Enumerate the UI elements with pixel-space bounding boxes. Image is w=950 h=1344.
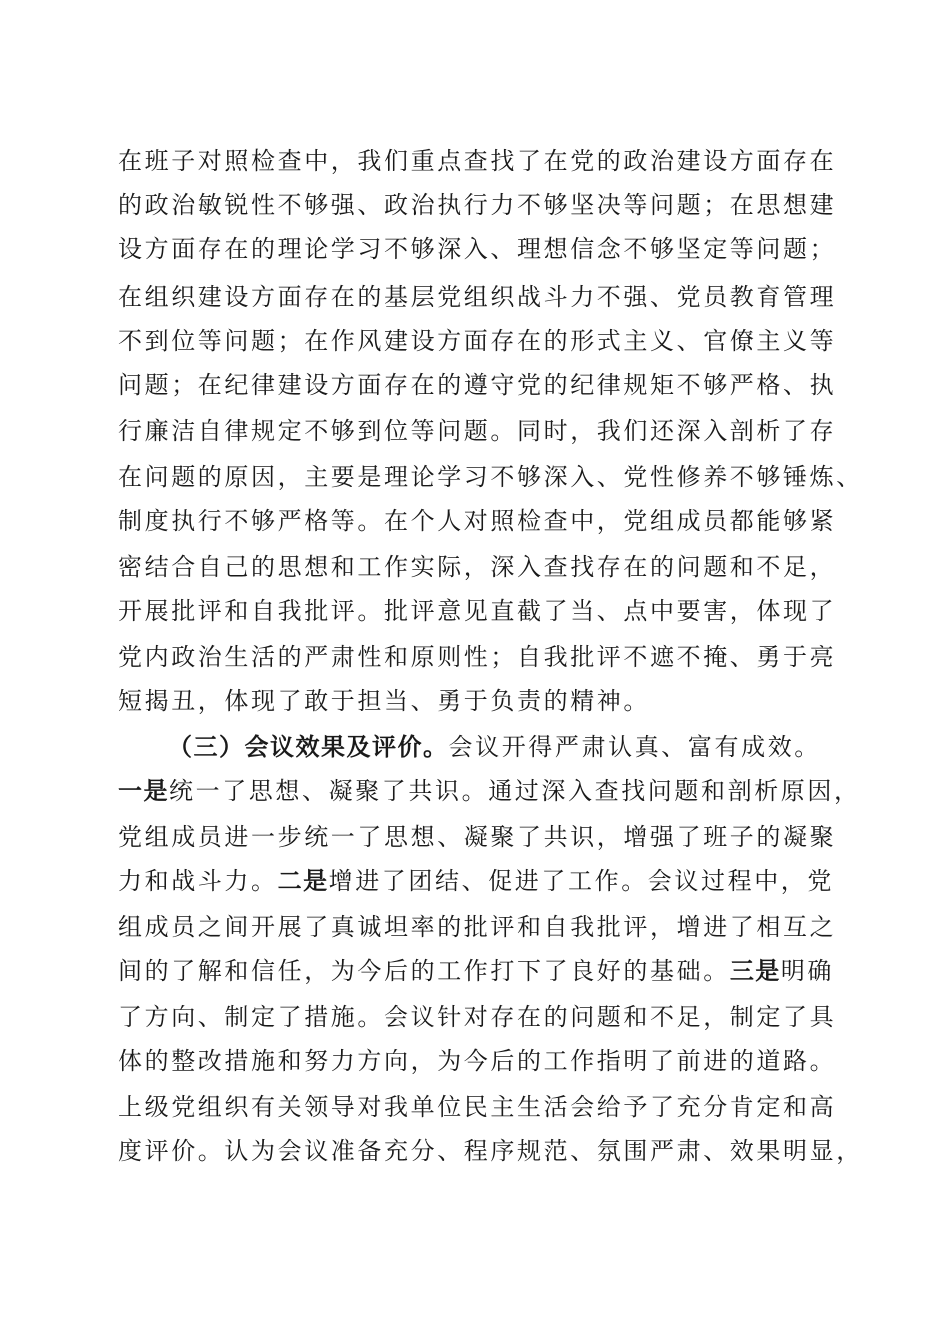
- text-line: 组成员之间开展了真诚坦率的批评和自我批评，增进了相互之: [118, 913, 837, 941]
- section-heading-line: [168, 725, 821, 769]
- text-line: [118, 859, 834, 903]
- text-line: 行廉洁自律规定不够到位等问题。同时，我们还深入剖析了存: [118, 417, 837, 445]
- text-line: 在问题的原因，主要是理论学习不够深入、党性修养不够锤炼、: [118, 463, 863, 491]
- text-run: 明确: [780, 957, 835, 985]
- bold-marker: 一是: [118, 777, 169, 805]
- text-line: 上级党组织有关领导对我单位民主生活会给予了充分肯定和高: [118, 1093, 837, 1121]
- text-line: 密结合自己的思想和工作实际，深入查找存在的问题和不足，: [118, 553, 837, 581]
- text-line: [118, 949, 834, 993]
- text-line: 的政治敏锐性不够强、政治执行力不够坚决等问题；在思想建: [118, 191, 837, 219]
- text-line: 在组织建设方面存在的基层党组织战斗力不强、党员教育管理: [118, 283, 837, 311]
- text-line: 设方面存在的理论学习不够深入、理想信念不够坚定等问题；: [118, 235, 837, 263]
- text-run: 间的了解和信任，为今后的工作打下了良好的基础。: [118, 957, 730, 985]
- text-line: 了方向、制定了措施。会议针对存在的问题和不足，制定了具: [118, 1003, 837, 1031]
- bold-marker: 三是: [729, 957, 781, 985]
- text-line: 在班子对照检查中，我们重点查找了在党的政治建设方面存在: [118, 147, 837, 175]
- text-line: 党组成员进一步统一了思想、凝聚了共识，增强了班子的凝聚: [118, 823, 837, 851]
- text-run: 统一了思想、凝聚了共识。通过深入查找问题和剖析原因，: [169, 777, 861, 805]
- text-line: 问题；在纪律建设方面存在的遵守党的纪律规矩不够严格、执: [118, 371, 837, 399]
- section-heading: （三）会议效果及评价。: [168, 733, 449, 761]
- text-line: 短揭丑，体现了敢于担当、勇于负责的精神。: [118, 687, 650, 715]
- bold-marker: 二是: [277, 867, 329, 895]
- text-line: [118, 769, 861, 813]
- text-run: 增进了团结、促进了工作。会议过程中，党: [328, 867, 835, 895]
- text-run: 力和战斗力。: [118, 867, 278, 895]
- text-line: 党内政治生活的严肃性和原则性；自我批评不遮不掩、勇于亮: [118, 643, 837, 671]
- text-line: 开展批评和自我批评。批评意见直截了当、点中要害，体现了: [118, 597, 837, 625]
- text-line: 制度执行不够严格等。在个人对照检查中，党组成员都能够紧: [118, 507, 837, 535]
- text-line: 度评价。认为会议准备充分、程序规范、氛围严肃、效果明显，: [118, 1137, 863, 1165]
- text-line: 体的整改措施和努力方向，为今后的工作指明了前进的道路。: [118, 1047, 837, 1075]
- text-line: 不到位等问题；在作风建设方面存在的形式主义、官僚主义等: [118, 327, 837, 355]
- text-run: 会议开得严肃认真、富有成效。: [448, 733, 821, 761]
